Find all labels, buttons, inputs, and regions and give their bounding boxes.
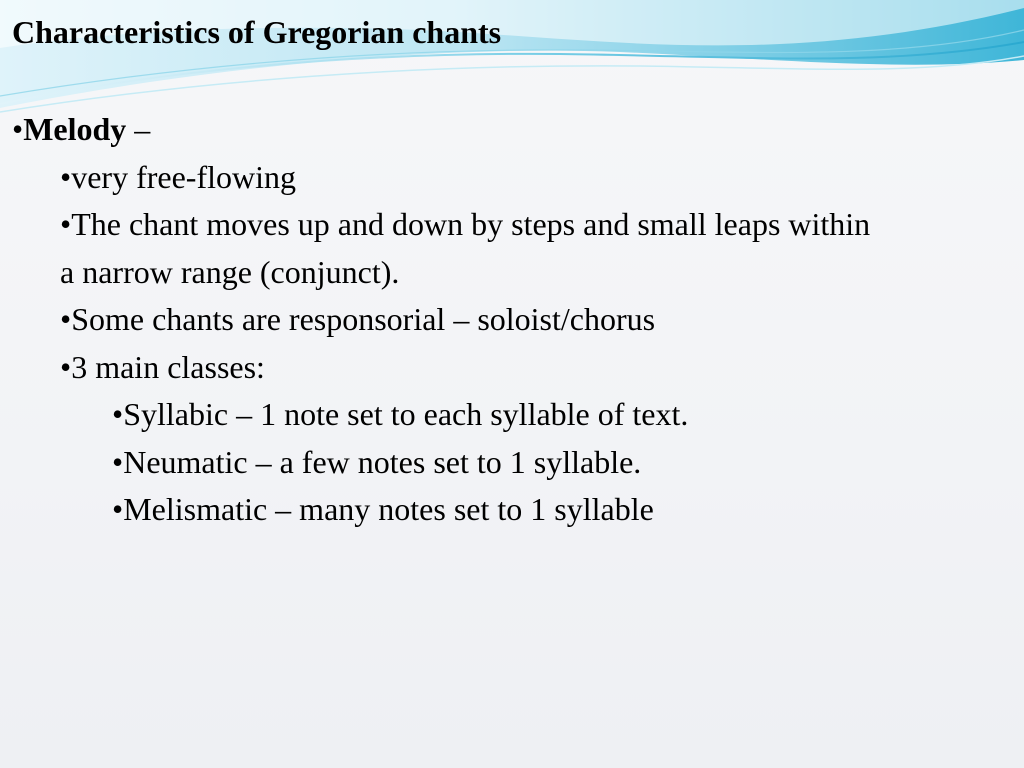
- bullet-responsorial: [12, 296, 1002, 344]
- slide-title: Characteristics of Gregorian chants: [12, 14, 502, 50]
- bullet-main-classes: [12, 344, 1002, 392]
- bullet-glyph: •: [12, 111, 24, 147]
- bullet-text: Some chants are responsorial – soloist/chorus: [71, 301, 656, 337]
- slide-body: [12, 106, 1002, 534]
- bullet-neumatic: [12, 439, 1002, 487]
- bullet-text: Neumatic – a few notes set to 1 syllable.: [123, 443, 642, 480]
- bullet-text: Melismatic – many notes set to 1 syllable: [123, 491, 654, 527]
- bullet-text: 3 main classes:: [71, 348, 265, 385]
- bullet-glyph: •: [112, 443, 124, 480]
- bullet-text: very free-flowing: [71, 158, 296, 195]
- melody-term: Melody: [23, 111, 127, 147]
- bullet-syllabic: [12, 391, 1002, 439]
- bullet-melismatic: [12, 486, 1002, 534]
- bullet-glyph: •: [60, 158, 72, 195]
- bullet-text: Syllabic – 1 note set to each syllable of text.: [123, 396, 689, 432]
- bullet-melody: [12, 106, 1002, 154]
- bullet-glyph: •: [112, 396, 124, 432]
- bullet-free-flowing: [12, 154, 1002, 202]
- bullet-glyph: •: [112, 491, 124, 527]
- bullet-glyph: •: [60, 348, 72, 385]
- bullet-glyph: •: [60, 206, 72, 242]
- melody-dash: –: [126, 111, 151, 147]
- bullet-conjunct: [12, 201, 880, 296]
- bullet-text: The chant moves up and down by steps and small leaps within a narrow range (conjunct).: [60, 206, 871, 290]
- bullet-glyph: •: [60, 301, 72, 337]
